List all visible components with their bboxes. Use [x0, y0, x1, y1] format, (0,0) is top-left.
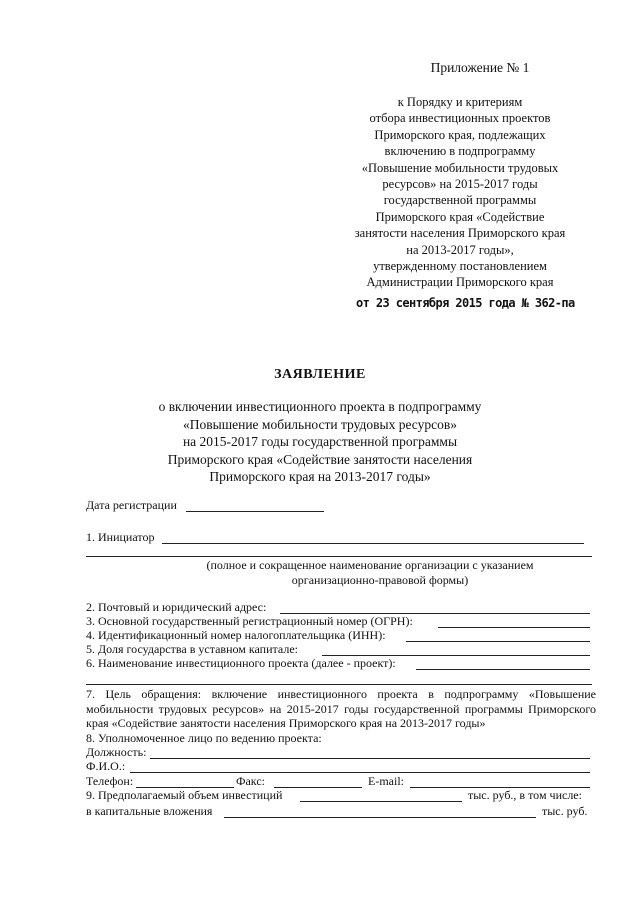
inn-label: 4. Идентификационный номер налогоплательщика (ИНН): — [86, 628, 386, 642]
appendix-line: Приморского края «Содействие — [375, 209, 545, 224]
subtitle-line: Приморского края «Содействие занятости населения — [167, 451, 473, 467]
project-name-label: 6. Наименование инвестиционного проекта (далее - проект): — [86, 656, 396, 670]
full-name-field[interactable] — [130, 772, 590, 773]
initiator-note-line: (полное и сокращенное наименование организации с указанием — [206, 558, 534, 572]
subtitle-line: Приморского края на 2013-2017 годы» — [209, 469, 431, 484]
inn-field[interactable] — [406, 641, 590, 642]
thousand-rub-including-label: тыс. руб., в том числе: — [468, 788, 582, 802]
decree-stamp: от 23 сентября 2015 года № 362-па — [356, 296, 575, 310]
project-name-field-continued[interactable] — [86, 684, 592, 685]
authorized-person-label: 8. Уполномоченное лицо по ведению проекта: — [86, 731, 322, 745]
appendix-title: Приложение № 1 — [430, 60, 530, 75]
appendix-reference — [330, 94, 590, 291]
appendix-line: включению в подпрограмму — [384, 144, 536, 159]
project-name-field[interactable] — [416, 669, 590, 670]
investment-volume-label: 9. Предполагаемый объем инвестиций — [86, 788, 283, 802]
postal-address-label: 2. Почтовый и юридический адрес: — [86, 600, 267, 614]
appendix-line: государственной программы — [383, 193, 537, 208]
registration-date-field[interactable] — [186, 511, 324, 512]
initiator-label: 1. Инициатор — [86, 530, 155, 544]
subtitle-line: «Повышение мобильности трудовых ресурсов» — [183, 416, 457, 432]
document-subtitle — [0, 398, 640, 486]
appendix-line: Администрации Приморского края — [366, 275, 554, 290]
state-share-label: 5. Доля государства в уставном капитале: — [86, 642, 298, 656]
subtitle-line: о включении инвестиционного проекта в подпрограмму — [158, 399, 482, 414]
initiator-field-continued[interactable] — [86, 556, 592, 557]
position-label: Должность: — [86, 745, 147, 759]
fax-field[interactable] — [274, 787, 362, 788]
appendix-line: к Порядку и критериям — [397, 95, 523, 109]
email-label: E-mail: — [368, 774, 404, 788]
fax-label: Факс: — [236, 774, 265, 788]
thousand-rub-label: тыс. руб. — [542, 804, 588, 818]
appendix-line: на 2013-2017 годы», — [406, 242, 514, 257]
phone-label: Телефон: — [86, 774, 134, 788]
initiator-note-line: организационно-правовой формы) — [291, 573, 469, 587]
appendix-line: Приморского края, подлежащих — [374, 127, 546, 142]
appendix-line: «Повышение мобильности трудовых — [361, 160, 559, 175]
registration-date-label: Дата регистрации — [86, 498, 177, 512]
capital-investments-label: в капитальные вложения — [86, 804, 213, 818]
position-field[interactable] — [150, 758, 590, 759]
investment-volume-field[interactable] — [300, 801, 462, 802]
initiator-field[interactable] — [162, 543, 584, 544]
subtitle-line: на 2015-2017 годы государственной программы — [182, 434, 458, 449]
capital-investments-field[interactable] — [224, 817, 536, 818]
document-heading: ЗАЯВЛЕНИЕ — [274, 367, 366, 382]
initiator-note — [180, 558, 560, 588]
appendix-line: занятости населения Приморского края — [354, 226, 566, 241]
appendix-line: ресурсов» на 2015-2017 годы — [382, 177, 538, 192]
ogrn-field[interactable] — [438, 627, 590, 628]
appendix-line: отбора инвестиционных проектов — [369, 111, 551, 126]
purpose-paragraph: 7. Цель обращения: включение инвестиционного проекта в подпрограмму «Повышение мобильности трудовых ресурсов» на 2015-2017 годы государственной программы Приморского края «Содействие занятости населения Приморского края на 2013-2017 годы» — [86, 687, 596, 730]
ogrn-label: 3. Основной государственный регистрационный номер (ОГРН): — [86, 614, 413, 628]
full-name-label: Ф.И.О.: — [86, 759, 126, 773]
appendix-line: утвержденному постановлением — [373, 259, 547, 274]
